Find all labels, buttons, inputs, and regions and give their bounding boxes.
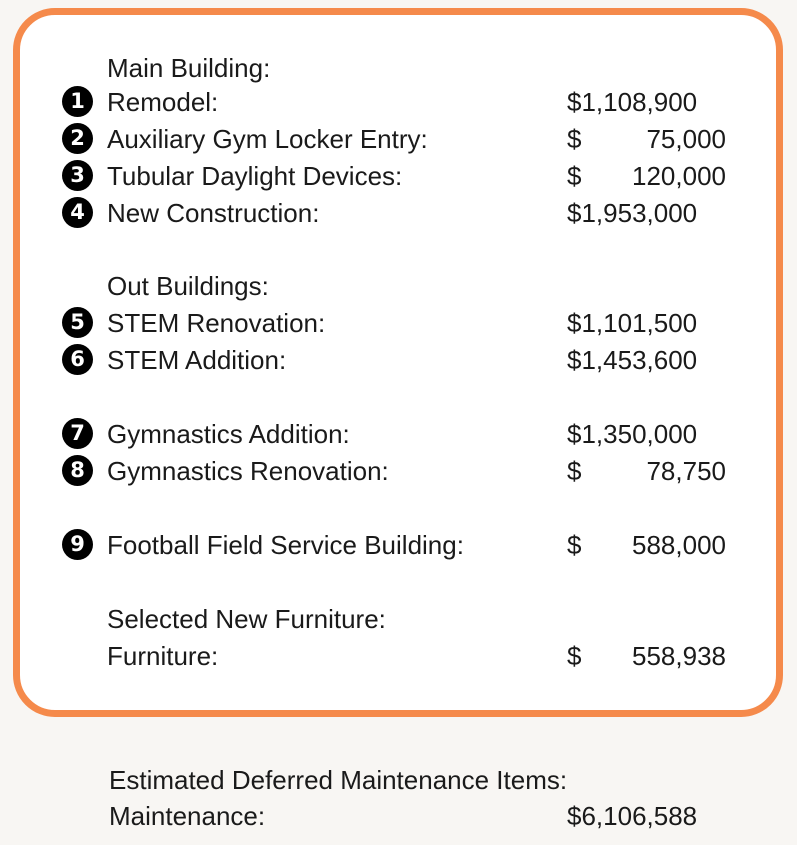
maintenance-amount: $6,106,588 <box>567 801 698 831</box>
furniture-dollar: $ <box>567 641 582 671</box>
item-number-badge-5: 5 <box>62 307 93 338</box>
gymnastics-addition-amount: $1,350,000 <box>567 419 698 449</box>
item-number-badge-3: 3 <box>62 160 93 191</box>
stem-addition-amount: $1,453,600 <box>567 345 698 375</box>
item-number-badge-6: 6 <box>62 344 93 375</box>
football-field-amount: 588,000 <box>632 530 726 560</box>
remodel-label: Remodel: <box>107 87 219 117</box>
gymnastics-renovation-dollar: $ <box>567 456 582 486</box>
tubular-daylight-label: Tubular Daylight Devices: <box>107 161 403 191</box>
football-field-dollar: $ <box>567 530 582 560</box>
maintenance-heading: Estimated Deferred Maintenance Items: <box>109 765 568 795</box>
new-construction-amount: $1,953,000 <box>567 198 698 228</box>
football-field-label: Football Field Service Building: <box>107 530 464 560</box>
main-building-heading: Main Building: <box>107 53 271 83</box>
auxiliary-gym-dollar: $ <box>567 124 582 154</box>
furniture-amount: 558,938 <box>632 641 726 671</box>
out-buildings-heading: Out Buildings: <box>107 271 269 301</box>
item-number-badge-8: 8 <box>62 455 93 486</box>
item-number-badge-9: 9 <box>62 529 93 560</box>
stem-addition-label: STEM Addition: <box>107 345 287 375</box>
gymnastics-addition-label: Gymnastics Addition: <box>107 419 350 449</box>
stem-renovation-amount: $1,101,500 <box>567 308 698 338</box>
auxiliary-gym-amount: 75,000 <box>646 124 726 154</box>
new-construction-label: New Construction: <box>107 198 320 228</box>
gymnastics-renovation-amount: 78,750 <box>646 456 726 486</box>
furniture-label: Furniture: <box>107 641 219 671</box>
item-number-badge-4: 4 <box>62 197 93 228</box>
remodel-amount: $1,108,900 <box>567 87 698 117</box>
item-number-badge-1: 1 <box>62 86 93 117</box>
auxiliary-gym-label: Auxiliary Gym Locker Entry: <box>107 124 428 154</box>
maintenance-label: Maintenance: <box>109 801 266 831</box>
item-number-badge-2: 2 <box>62 123 93 154</box>
item-number-badge-7: 7 <box>62 418 93 449</box>
stem-renovation-label: STEM Renovation: <box>107 308 326 338</box>
tubular-daylight-amount: 120,000 <box>632 161 726 191</box>
tubular-daylight-dollar: $ <box>567 161 582 191</box>
furniture-heading: Selected New Furniture: <box>107 604 386 634</box>
gymnastics-renovation-label: Gymnastics Renovation: <box>107 456 389 486</box>
